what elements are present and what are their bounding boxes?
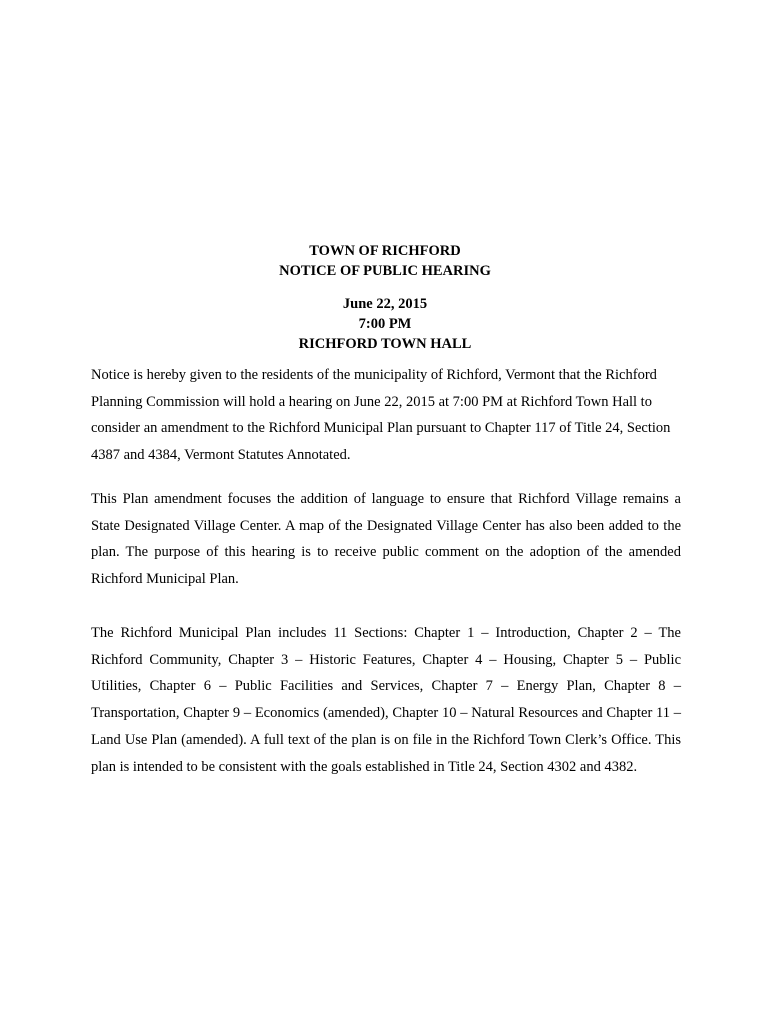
paragraph-text: This Plan amendment focuses the addition of language to ensure that Richford Village remains a State Designated Village Center. A map of the Designated Village Center has also been added to the plan. The purpose of this hearing is to receive public comment on the adoption of the amended Richford Municipal Plan. (91, 491, 681, 588)
paragraph-text: Notice is hereby given to the residents of the municipality of Richford, Vermont that the Richford Planning Commission will hold a hearing on June 22, 2015 at 7:00 PM at Richford Town Hall to consider an amendment to the Richford Municipal Plan pursuant to Chapter 117 of Title 24, Section 4387 and 4384, Vermont Statutes Annotated. (91, 367, 671, 464)
notice-paragraph (91, 362, 681, 469)
header-spacer (0, 281, 770, 294)
amendment-paragraph (91, 486, 681, 593)
notice-title: NOTICE OF PUBLIC HEARING (279, 263, 491, 279)
hearing-location: RICHFORD TOWN HALL (298, 336, 472, 352)
hearing-date: June 22, 2015 (342, 296, 428, 312)
notice-header (0, 241, 770, 354)
hearing-time: 7:00 PM (358, 316, 412, 332)
plan-sections-paragraph (91, 620, 681, 780)
town-title: TOWN OF RICHFORD (309, 243, 461, 259)
paragraph-text: The Richford Municipal Plan includes 11 Sections: Chapter 1 – Introduction, Chapter 2 – The Richford Community, Chapter 3 – Historic Features, Chapter 4 – Housing, Chapter 5 – Public Utilities, Chapter 6 – Public Facilities and Services, Chapter 7 – Energy Plan, Chapter 8 – Transportation, Chapter 9 – Economics (amended), Chapter 10 – Natural Resources and Chapter 11 – Land Use Plan (amended). A full text of the plan is on file in the Richford Town Clerk’s Office. This plan is intended to be consistent with the goals established in Title 24, Section 4302 and 4382. (91, 625, 681, 775)
